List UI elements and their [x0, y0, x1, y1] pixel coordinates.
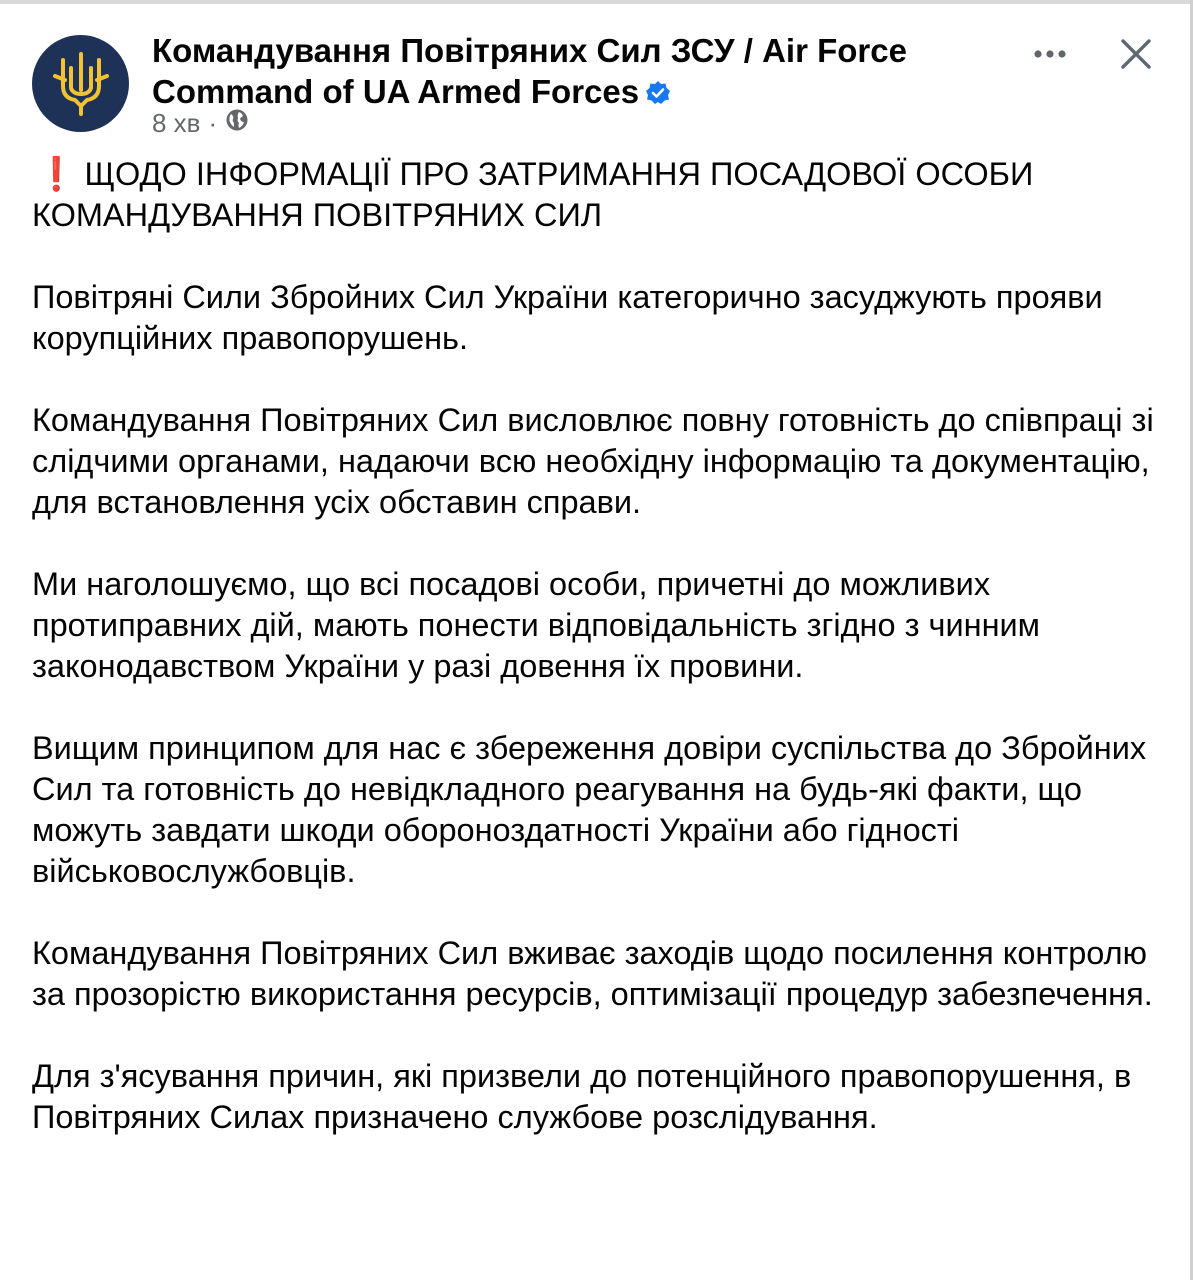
close-icon: [1120, 38, 1152, 70]
avatar[interactable]: [32, 35, 129, 132]
post-time[interactable]: 8 хв: [152, 108, 201, 138]
post-headline: [32, 154, 1172, 236]
close-button[interactable]: [1112, 30, 1160, 78]
verified-badge-icon: [645, 74, 671, 115]
post-body: [32, 154, 1172, 1179]
meta-separator: ·: [208, 108, 218, 138]
post-paragraph: Повітряні Сили Збройних Сил України категорично засуджують прояви корупційних правопорушень.: [32, 279, 1103, 356]
post-meta: [152, 108, 249, 139]
post-paragraph: Командування Повітряних Сил вживає заходів щодо посилення контролю за прозорістю використання ресурсів, оптимізації процедур забезпечення.: [32, 935, 1153, 1012]
more-options-button[interactable]: [1030, 36, 1070, 72]
post-paragraph: Для з'ясування причин, які призвели до потенційного правопорушення, в Повітряних Силах призначено службове розслідування.: [32, 1058, 1132, 1135]
post-paragraph: Ми наголошуємо, що всі посадові особи, причетні до можливих протиправних дій, мають понести відповідальність згідно з чинним законодавством України у разі довення їх провини.: [32, 566, 1041, 684]
exclamation-icon: ❗: [36, 156, 77, 192]
globe-icon: [225, 108, 249, 139]
post-author-name[interactable]: [152, 30, 992, 115]
post-headline-text: ЩОДО ІНФОРМАЦІЇ ПРО ЗАТРИМАННЯ ПОСАДОВОЇ ОСОБИ КОМАНДУВАННЯ ПОВІТРЯНИХ СИЛ: [32, 156, 1034, 233]
post-paragraph: Вищим принципом для нас є збереження довіри суспільства до Збройних Сил та готовність до невідкладного реагування на будь-які факти, що можуть завдати шкоди обороноздатності України або гідності військовослужбовців.: [32, 730, 1147, 889]
post-paragraph: Командування Повітряних Сил висловлює повну готовність до співпраці зі слідчими органами, надаючи всю необхідну інформацію та документацію, для встановлення усіх обставин справи.: [32, 402, 1154, 520]
author-name-text[interactable]: Командування Повітряних Сил ЗСУ / Air Force Command of UA Armed Forces: [152, 32, 907, 110]
air-force-emblem-icon: [51, 50, 111, 118]
more-dots-icon: [1033, 49, 1067, 59]
